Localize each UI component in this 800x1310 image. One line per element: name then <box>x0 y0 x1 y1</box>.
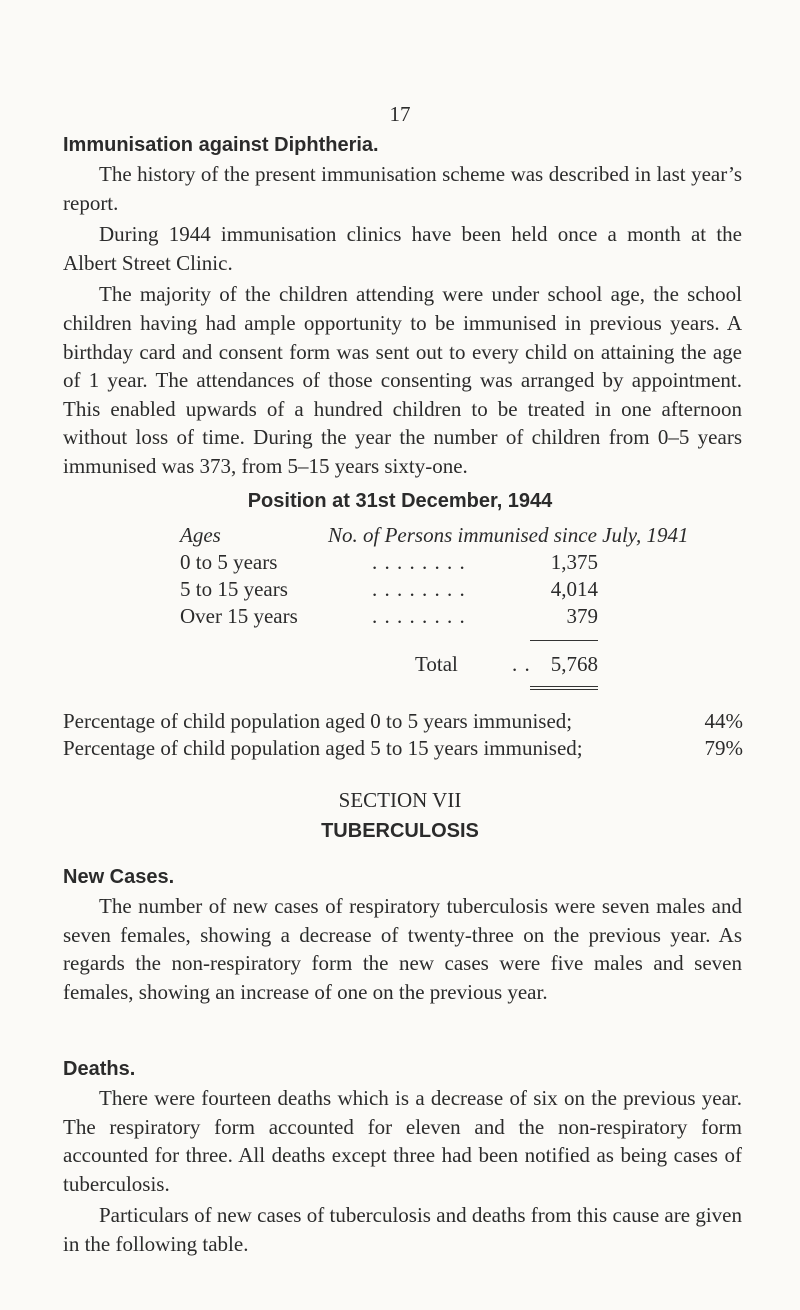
table-row-dots: . . . . . . . . <box>372 604 466 628</box>
section-title: TUBERCULOSIS <box>321 820 479 842</box>
immunisation-section <box>63 134 742 481</box>
deaths-paragraph-2: Particulars of new cases of tuberculosis and deaths from this cause are given in the following table. <box>63 1203 742 1256</box>
percentage-value: 79% <box>704 736 743 760</box>
deaths-paragraph-1: There were fourteen deaths which is a decrease of six on the previous year. The respiratory form accounted for eleven and the non-respiratory form accounted for three. All deaths except three had been notified as being cases of tuberculosis. <box>63 1086 742 1196</box>
immunisation-heading: Immunisation against Diphtheria. <box>63 134 379 156</box>
subtotal-rule <box>530 640 598 641</box>
table-row-value: 379 <box>566 604 598 628</box>
col-ages-header: Ages <box>180 523 221 547</box>
table-row-value: 4,014 <box>550 577 598 601</box>
percentage-label: Percentage of child population aged 5 to 15 years immunised; <box>63 736 583 760</box>
total-value: 5,768 <box>550 652 598 676</box>
section-number: SECTION VII <box>338 788 462 812</box>
immunisation-paragraph-2: During 1944 immunisation clinics have been held once a month at the Albert Street Clinic. <box>63 222 742 275</box>
table-row-age: Over 15 years <box>180 604 298 628</box>
total-dots: . . <box>512 652 531 676</box>
immunisation-paragraph-1: The history of the present immunisation scheme was described in last year’s report. <box>63 162 742 215</box>
percentage-label: Percentage of child population aged 0 to 5 years immunised; <box>63 709 573 733</box>
total-double-rule-top <box>530 686 598 687</box>
new-cases-paragraph: The number of new cases of respiratory tuberculosis were seven males and seven females, showing a decrease of twenty-three on the previous year. As regards the non-respiratory form the new cases were five males and seven females, showing an increase of one on the previous year. <box>63 894 742 1004</box>
new-cases-heading: New Cases. <box>63 866 175 888</box>
deaths-section <box>63 1058 742 1259</box>
table-row-dots: . . . . . . . . <box>372 550 466 574</box>
total-label: Total <box>415 652 458 676</box>
percentage-value: 44% <box>704 709 743 733</box>
table-row-value: 1,375 <box>550 550 598 574</box>
page-number: 17 <box>389 102 411 126</box>
immunisation-paragraph-3: The majority of the children attending were under school age, the school children having had ample opportunity to be immunised in previous years. A birthday card and consent form was sent out to every child on attaining the age of 1 year. The attendances of those consenting was arranged by appointment. This enabled upwards of a hundred children to be treated in one afternoon without loss of time. During the year the number of children from 0–5 years immunised was 373, from 5–15 years sixty-one. <box>63 282 742 478</box>
percentage-line <box>63 709 743 734</box>
deaths-heading: Deaths. <box>63 1058 136 1080</box>
percentage-line <box>63 736 743 761</box>
table-row-age: 0 to 5 years <box>180 550 278 574</box>
total-double-rule-bottom <box>530 689 598 690</box>
table-row-dots: . . . . . . . . <box>372 577 466 601</box>
position-table-title: Position at 31st December, 1944 <box>247 490 553 512</box>
new-cases-section <box>63 866 742 1006</box>
table-row-age: 5 to 15 years <box>180 577 288 601</box>
col-persons-header: No. of Persons immunised since July, 1941 <box>328 523 689 547</box>
